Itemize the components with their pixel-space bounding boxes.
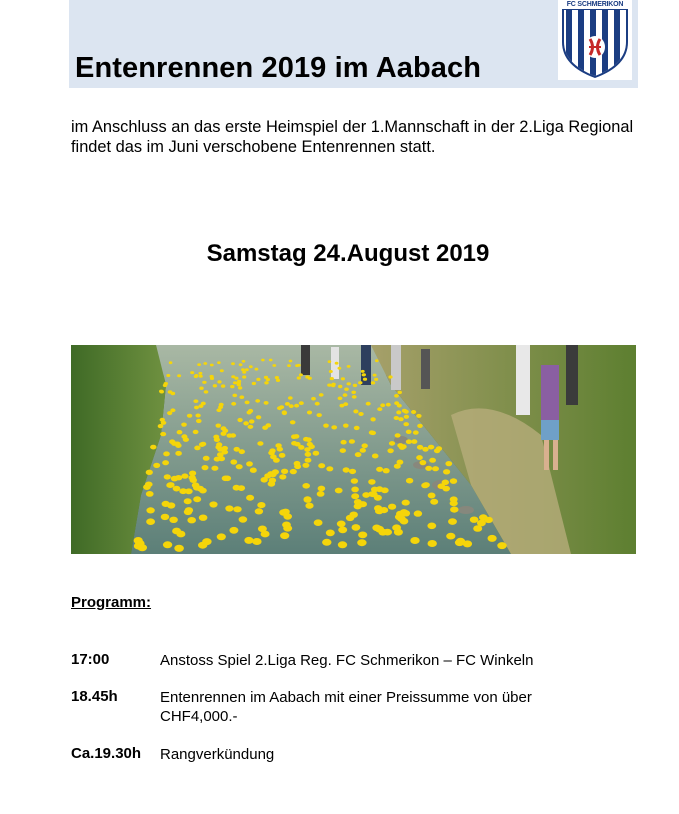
club-logo — [558, 0, 632, 80]
program-description: Anstoss Spiel 2.Liga Reg. FC Schmerikon – FC Winkeln — [160, 652, 534, 669]
program-heading: Programm: — [71, 594, 152, 611]
event-date: Samstag 24.August 2019 — [206, 240, 490, 267]
program-description: Rangverkündung — [160, 746, 275, 763]
intro-text: im Anschluss an das erste Heimspiel der 1.Mannschaft in der 2.Liga Regional findet das im Juni verschobene Entenrennen statt. — [71, 118, 634, 156]
club-crest-icon — [558, 0, 632, 80]
program-time: Ca.19.30h — [71, 745, 142, 762]
program-description: Entenrennen im Aabach mit einer Preissumme von über CHF4,000.- — [160, 689, 532, 725]
program-time: 17:00 — [71, 651, 110, 668]
page-title: Entenrennen 2019 im Aabach — [75, 52, 482, 84]
logo-text: FC SCHMERIKON — [566, 1, 624, 8]
program-time: 18.45h — [71, 688, 118, 705]
duck-race-photo — [71, 345, 636, 554]
